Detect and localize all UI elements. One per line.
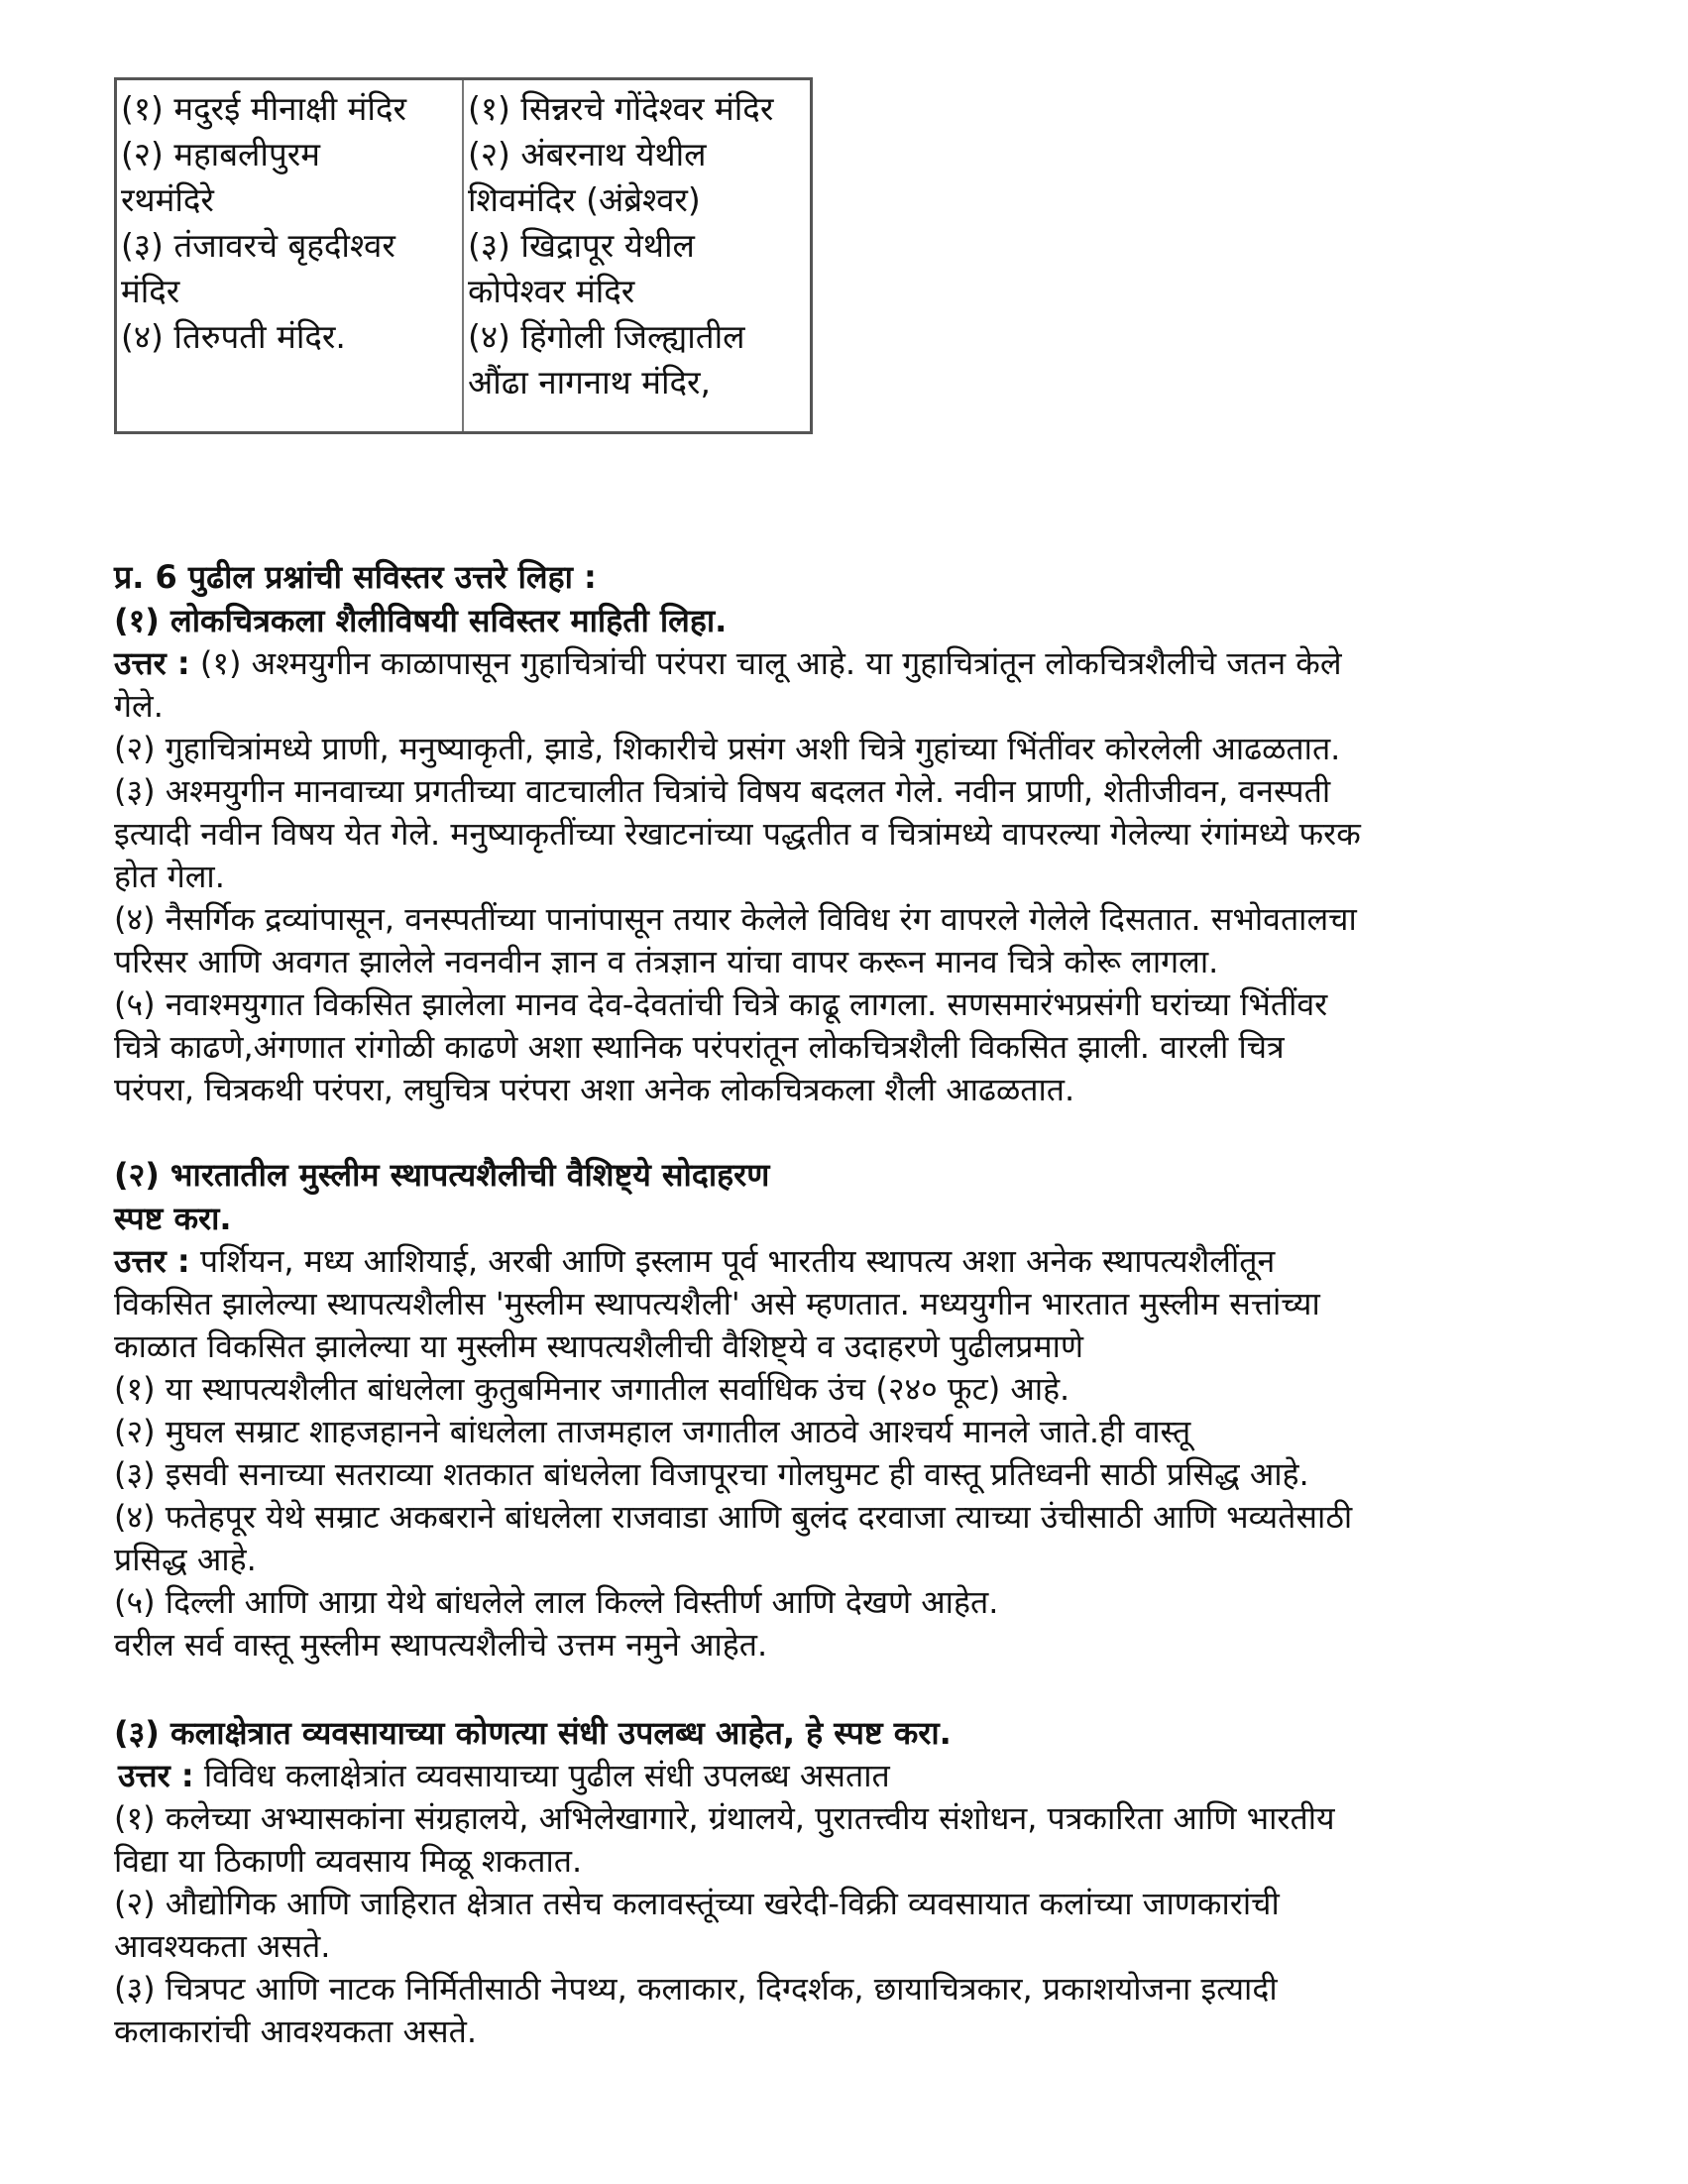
table-cell-right [463, 79, 812, 433]
answer-line: (२) गुहाचित्रांमध्ये प्राणी, मनुष्याकृती, झाडे, शिकारीचे प्रसंग अशी चित्रे गुहांच्या भिंतींवर कोरलेली आढळतात. [114, 730, 1341, 767]
answer-line: वरील सर्व वास्तू मुस्लीम स्थापत्यशैलीचे उत्तम नमुने आहेत. [114, 1626, 768, 1664]
list-item: (३) तंजावरचे बृहदीश्वर [121, 226, 395, 265]
table-row [116, 79, 812, 433]
list-item: रथमंदिरे [121, 180, 214, 219]
question-title: (१) लोकचित्रकला शैलीविषयी सविस्तर माहिती लिहा. [114, 602, 728, 639]
answer-line: परंपरा, चित्रकथी परंपरा, लघुचित्र परंपरा अशा अनेक लोकचित्रकला शैली आढळतात. [114, 1071, 1075, 1108]
answer-line: इत्यादी नवीन विषय येत गेले. मनुष्याकृतींच्या रेखाटनांच्या पद्धतीत व चित्रांमध्ये वापरल्या गेलेल्या रंगांमध्ये फरक [114, 815, 1361, 853]
question-title: (२) भारतातील मुस्लीम स्थापत्यशैलीची वैशिष्ट्ये सोदाहरण [114, 1156, 770, 1194]
list-item: औंढा नागनाथ मंदिर, [468, 363, 712, 402]
section-heading: प्र. 6 पुढील प्रश्नांची सविस्तर उत्तरे लिहा : [114, 558, 597, 596]
temple-comparison-table [114, 77, 813, 434]
answer-line: (१) या स्थापत्यशैलीत बांधलेला कुतुबमिनार जगातील सर्वाधिक उंच (२४० फूट) आहे. [114, 1370, 1070, 1408]
cut-off-text-fragment [228, 2107, 1368, 2121]
answer-line: गेले. [114, 687, 164, 725]
document-page [114, 77, 1581, 2050]
answer-line: (३) अश्मयुगीन मानवाच्या प्रगतीच्या वाटचालीत चित्रांचे विषय बदलत गेले. नवीन प्राणी, शेतीजीवन, वनस्पती [114, 772, 1331, 810]
question-block-2 [114, 1153, 1581, 1667]
answer-line: होत गेला. [114, 858, 225, 895]
answer-line: प्रसिद्ध आहे. [114, 1541, 257, 1578]
answer-line: (५) दिल्ली आणि आग्रा येथे बांधलेले लाल किल्ले विस्तीर्ण आणि देखणे आहेत. [114, 1583, 999, 1621]
answer-label: उत्तर : [114, 644, 190, 682]
list-item: (१) सिन्नरचे गोंदेश्वर मंदिर [468, 89, 774, 128]
question-block-1 [114, 555, 1581, 1111]
question-title: (३) कलाक्षेत्रात व्यवसायाच्या कोणत्या संधी उपलब्ध आहेत, हे स्पष्ट करा. [114, 1714, 952, 1752]
answer-line: (४) फतेहपूर येथे सम्राट अकबराने बांधलेला राजवाडा आणि बुलंद दरवाजा त्याच्या उंचीसाठी आणि भव्यतेसाठी [114, 1498, 1353, 1536]
list-item: (२) महाबलीपुरम [121, 135, 320, 173]
answer-label: उत्तर : [118, 1757, 194, 1794]
list-item: कोपेश्वर मंदिर [468, 272, 635, 310]
answer-line: (५) नवाश्मयुगात विकसित झालेला मानव देव-देवतांची चित्रे काढू लागला. सणसमारंभप्रसंगी घरांच्या भिंतींवर [114, 985, 1328, 1023]
answer-line: (२) मुघल सम्राट शाहजहानने बांधलेला ताजमहाल जगातील आठवे आश्चर्य मानले जाते.ही वास्तू [114, 1413, 1191, 1450]
answer-line: काळात विकसित झालेल्या या मुस्लीम स्थापत्यशैलीची वैशिष्ट्ये व उदाहरणे पुढीलप्रमाणे [114, 1327, 1084, 1365]
question-block-3 [114, 1711, 1581, 2053]
list-item: (२) अंबरनाथ येथील [468, 135, 707, 173]
answer-line: परिसर आणि अवगत झालेले नवनवीन ज्ञान व तंत्रज्ञान यांचा वापर करून मानव चित्रे कोरू लागला. [114, 943, 1219, 980]
answer-line: कलाकारांची आवश्यकता असते. [114, 2012, 478, 2050]
answer-line: चित्रे काढणे,अंगणात रांगोळी काढणे अशा स्थानिक परंपरांतून लोकचित्रशैली विकसित झाली. वारली चित्र [114, 1028, 1285, 1066]
answer-line: (३) चित्रपट आणि नाटक निर्मितीसाठी नेपथ्य, कलाकार, दिग्दर्शक, छायाचित्रकार, प्रकाशयोजना इत्यादी [114, 1970, 1278, 2008]
list-item: (१) मदुरई मीनाक्षी मंदिर [121, 89, 406, 128]
answer-line: उत्तर : (१) अश्मयुगीन काळापासून गुहाचित्रांची परंपरा चालू आहे. या गुहाचित्रांतून लोकचित्रशैलीचे जतन केले [114, 644, 1342, 682]
list-item: (४) तिरुपती मंदिर. [121, 317, 346, 356]
answer-line: (१) कलेच्या अभ्यासकांना संग्रहालये, अभिलेखागारे, ग्रंथालये, पुरातत्त्वीय संशोधन, पत्रकारिता आणि भारतीय [114, 1799, 1335, 1837]
list-item: (३) खिद्रापूर येथील [468, 226, 695, 265]
answer-line: (३) इसवी सनाच्या सतराव्या शतकात बांधलेला विजापूरचा गोलघुमट ही वास्तू प्रतिध्वनी साठी प्रसिद्ध आहे. [114, 1455, 1309, 1493]
answer-line: उत्तर : पर्शियन, मध्य आशियाई, अरबी आणि इस्लाम पूर्व भारतीय स्थापत्य अशा अनेक स्थापत्यशैलींतून [114, 1242, 1276, 1280]
answer-line: उत्तर : विविध कलाक्षेत्रांत व्यवसायाच्या पुढील संधी उपलब्ध असतात [118, 1757, 890, 1794]
list-item: (४) हिंगोली जिल्ह्यातील [468, 317, 745, 356]
answer-line: (२) औद्योगिक आणि जाहिरात क्षेत्रात तसेच कलावस्तूंच्या खरेदी-विक्री व्यवसायात कलांच्या जाणकारांची [114, 1885, 1280, 1922]
answer-line: विद्या या ठिकाणी व्यवसाय मिळू शकतात. [114, 1842, 583, 1880]
list-item: मंदिर [121, 272, 180, 310]
answer-line: आवश्यकता असते. [114, 1927, 331, 1965]
answer-line: (४) नैसर्गिक द्रव्यांपासून, वनस्पतींच्या पानांपासून तयार केलेले विविध रंग वापरले गेलेले दिसतात. सभोवतालचा [114, 900, 1357, 938]
answer-line: विकसित झालेल्या स्थापत्यशैलीस 'मुस्लीम स्थापत्यशैली' असे म्हणतात. मध्ययुगीन भारतात मुस्लीम सत्तांच्या [114, 1285, 1320, 1322]
question-title-continued: स्पष्ट करा. [114, 1200, 232, 1237]
table-cell-left [116, 79, 464, 433]
answer-label: उत्तर : [114, 1242, 190, 1280]
list-item: शिवमंदिर (अंब्रेश्वर) [468, 180, 701, 219]
